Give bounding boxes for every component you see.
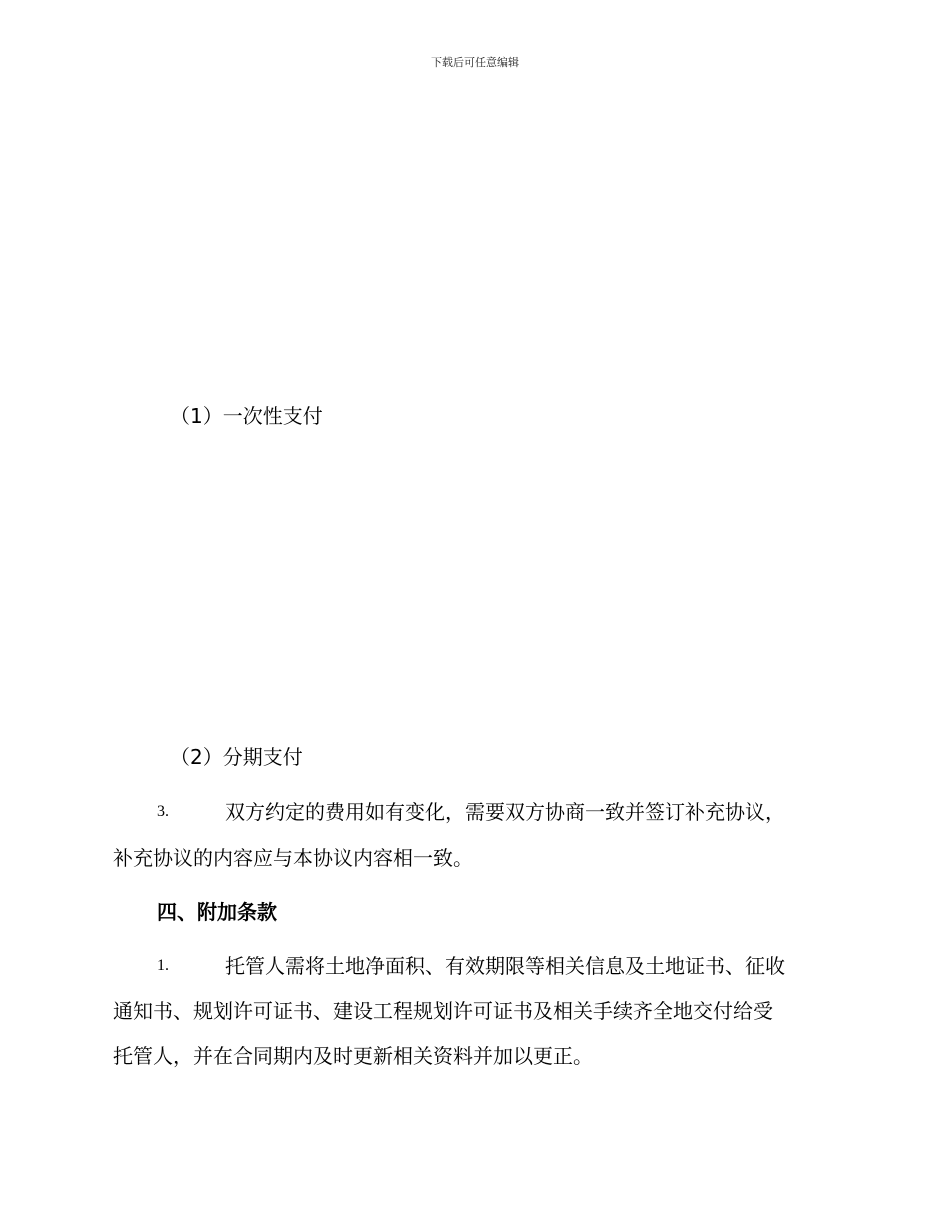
section-4-clause-1-line-3: 托管人，并在合同期内及时更新相关资料并加以更正。 xyxy=(113,1044,593,1068)
page-header-note: 下载后可任意编辑 xyxy=(431,56,519,69)
clause-3-number: 3. xyxy=(157,803,169,820)
section-4-clause-1-line-2: 通知书、规划许可证书、建设工程规划许可证书及相关手续齐全地交付给受 xyxy=(113,999,773,1023)
section-4-clause-1-number: 1. xyxy=(157,957,169,974)
payment-option-installments: （2）分期支付 xyxy=(170,745,303,769)
section-4-heading: 四、附加条款 xyxy=(157,900,277,924)
section-4-clause-1-line-1: 托管人需将土地净面积、有效期限等相关信息及土地证书、征收 xyxy=(225,954,785,978)
clause-3-line-2: 补充协议的内容应与本协议内容相一致。 xyxy=(113,846,473,870)
payment-option-lump-sum: （1）一次性支付 xyxy=(170,404,323,428)
clause-3-line-1: 双方约定的费用如有变化，需要双方协商一致并签订补充协议， xyxy=(225,800,785,824)
